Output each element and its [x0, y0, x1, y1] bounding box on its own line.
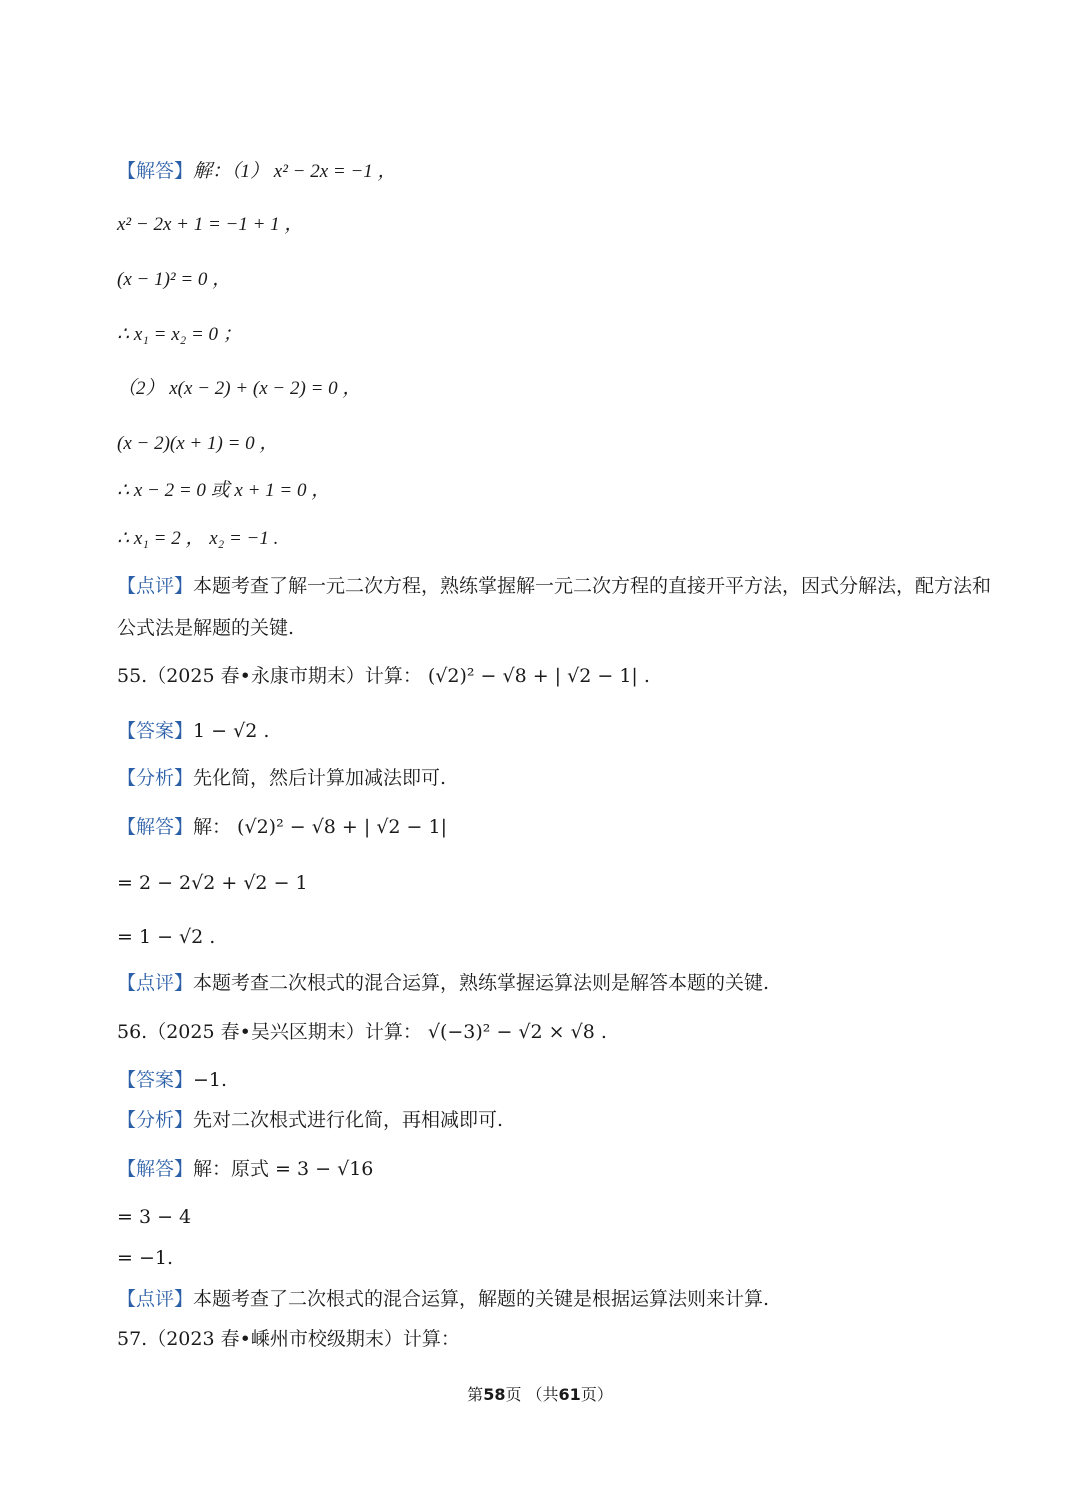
p56-header: 56.（2025 春•吴兴区期末）计算： √(−3)² − √2 × √8 . — [117, 1021, 607, 1043]
p55-comment — [117, 969, 769, 997]
p54-solution-line-7: ∴ x − 2 = 0 或 x + 1 = 0 ， — [117, 480, 331, 501]
solution-text: 解： (√2)² − √8 + | √2 − 1| — [193, 816, 448, 838]
analysis-text: 先对二次根式进行化简，再相减即可. — [193, 1109, 504, 1131]
comment-text: 本题考查了二次根式的混合运算，解题的关键是根据运算法则来计算. — [193, 1288, 770, 1310]
p54-solution-line-5: （2） x(x − 2) + (x − 2) = 0 ， — [117, 378, 362, 399]
p56-solution — [117, 1155, 373, 1183]
p56-answer — [117, 1066, 227, 1094]
p54-solution-line-8: ∴ x₁ = 2 ， x₂ = −1 . — [117, 528, 279, 549]
p54-comment — [117, 572, 991, 600]
p55-answer — [117, 717, 269, 745]
answer-text: 1 − √2 . — [193, 720, 270, 742]
solution-tag: 【解答】 — [117, 816, 194, 838]
answer-text: −1. — [193, 1069, 228, 1091]
p54-solution-line-2: x² − 2x + 1 = −1 + 1 ， — [117, 214, 304, 235]
footer-prefix: 第 — [467, 1385, 484, 1404]
p55-header: 55.（2025 春•永康市期末）计算： (√2)² − √8 + | √2 − 1| . — [117, 665, 650, 687]
comment-text: 本题考查了解一元二次方程，熟练掌握解一元二次方程的直接开平方法，因式分解法，配方法和 — [193, 575, 992, 597]
p54-solution-line-1 — [117, 157, 397, 186]
answer-tag: 【答案】 — [117, 720, 194, 742]
footer-middle: 页 （共 — [505, 1385, 559, 1404]
current-page-number: 58 — [483, 1385, 506, 1404]
solution-tag: 【解答】 — [117, 1158, 194, 1180]
p55-step-2: = 1 − √2 . — [117, 926, 216, 948]
p56-comment — [117, 1285, 769, 1313]
comment-tag: 【点评】 — [117, 972, 194, 994]
answer-tag: 【答案】 — [117, 1069, 194, 1091]
p54-solution-line-4: ∴ x₁ = x₂ = 0 ； — [117, 324, 242, 345]
solution-text: 解：原式 = 3 − √16 — [193, 1158, 374, 1180]
footer-suffix: 页） — [580, 1385, 613, 1404]
p54-comment-cont: 公式法是解题的关键. — [117, 617, 295, 639]
math-line: 解：（1） x² − 2x = −1 ， — [193, 161, 397, 182]
analysis-text: 先化简，然后计算加减法即可. — [193, 767, 447, 789]
page-footer — [0, 1383, 1080, 1407]
comment-tag: 【点评】 — [117, 1288, 194, 1310]
p57-header: 57.（2023 春•嵊州市校级期末）计算： — [117, 1328, 460, 1350]
analysis-tag: 【分析】 — [117, 1109, 194, 1131]
total-pages-number: 61 — [558, 1385, 581, 1404]
p55-solution — [117, 813, 447, 841]
comment-text: 本题考查二次根式的混合运算，熟练掌握运算法则是解答本题的关键. — [193, 972, 770, 994]
p54-solution-line-3: (x − 1)² = 0 ， — [117, 269, 232, 290]
solution-tag: 【解答】 — [117, 160, 194, 182]
p54-solution-line-6: (x − 2)(x + 1) = 0 ， — [117, 433, 279, 454]
analysis-tag: 【分析】 — [117, 767, 194, 789]
p56-step-1: = 3 − 4 — [117, 1206, 192, 1228]
p55-analysis — [117, 764, 446, 792]
p55-step-1: = 2 − 2√2 + √2 − 1 — [117, 872, 308, 894]
p56-analysis — [117, 1106, 503, 1134]
comment-tag: 【点评】 — [117, 575, 194, 597]
p56-step-2: = −1. — [117, 1247, 174, 1269]
